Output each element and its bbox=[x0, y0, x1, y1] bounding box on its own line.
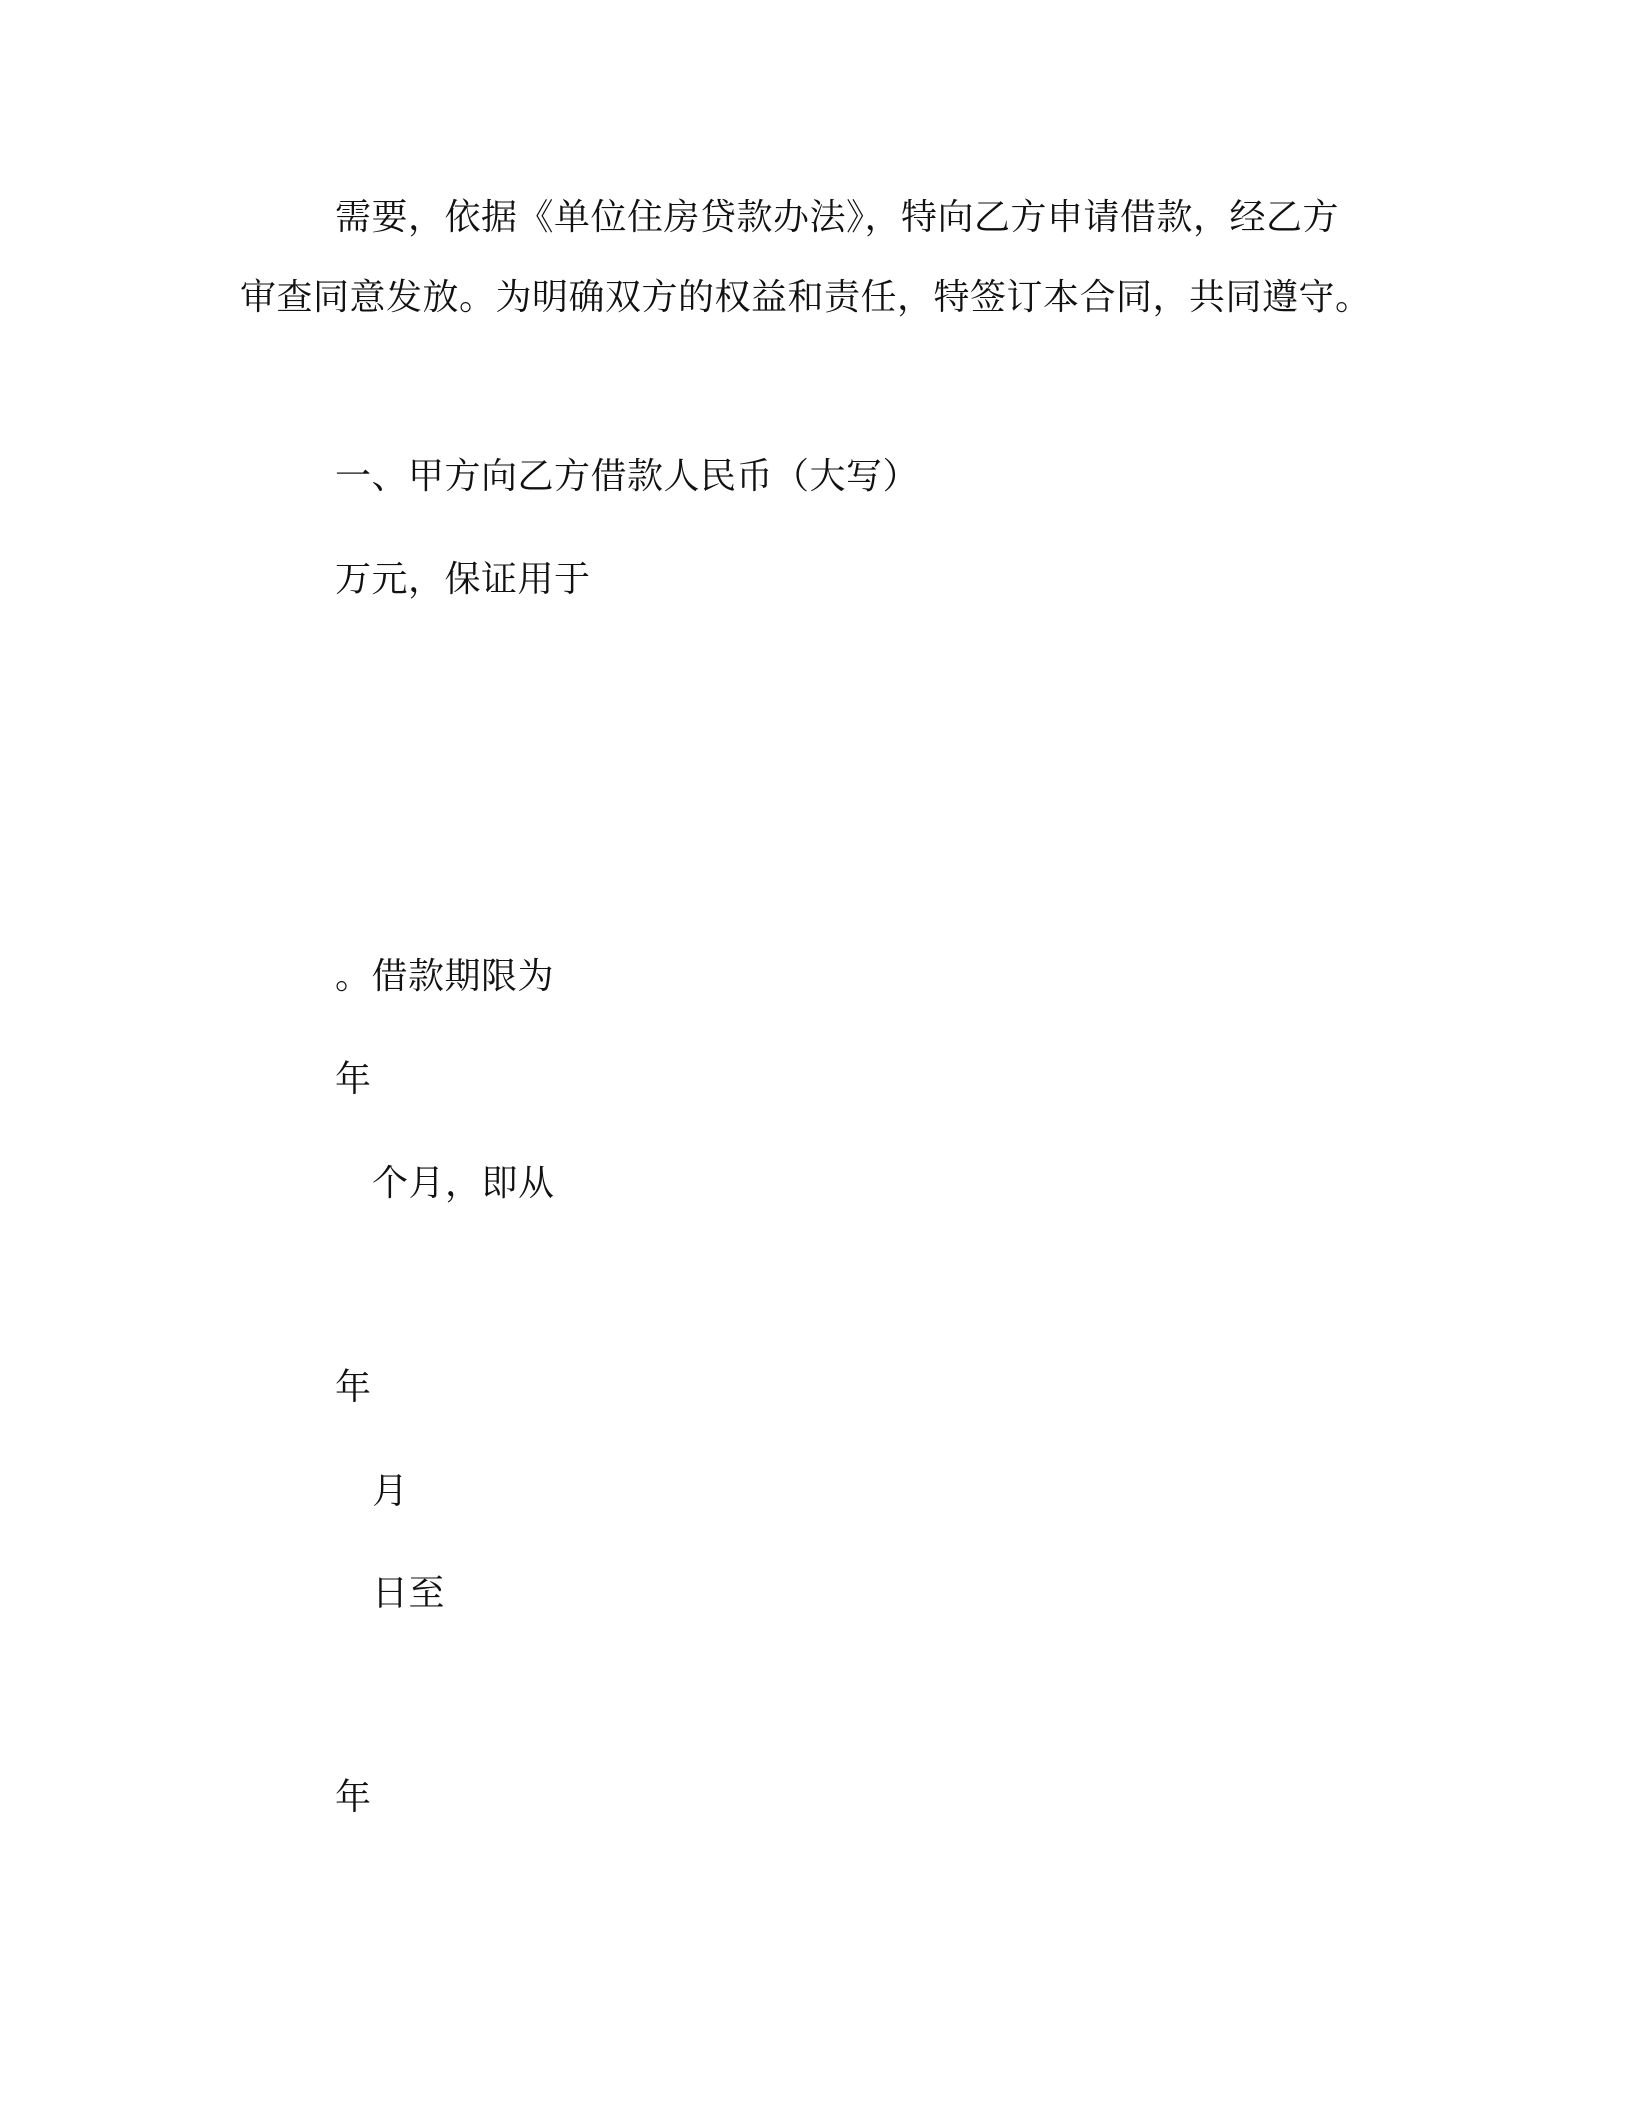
paragraph-line: 需要，依据《单位住房贷款办法》，特向乙方申请借款，经乙方 bbox=[335, 197, 1340, 238]
end-year-label: 年 bbox=[335, 1777, 372, 1818]
start-year-label: 年 bbox=[335, 1367, 372, 1408]
start-month-label: 月 bbox=[372, 1471, 409, 1512]
start-day-label: 日至 bbox=[372, 1573, 446, 1614]
clause-heading: 一、甲方向乙方借款人民币（大写） bbox=[335, 456, 920, 497]
term-months-text: 个月，即从 bbox=[372, 1163, 555, 1204]
term-year-label: 年 bbox=[335, 1059, 372, 1100]
paragraph-line: 审查同意发放。为明确双方的权益和责任，特签订本合同，共同遵守。 bbox=[240, 277, 1372, 318]
loan-term-text: 。借款期限为 bbox=[335, 956, 555, 997]
amount-unit-text: 万元，保证用于 bbox=[335, 559, 591, 600]
